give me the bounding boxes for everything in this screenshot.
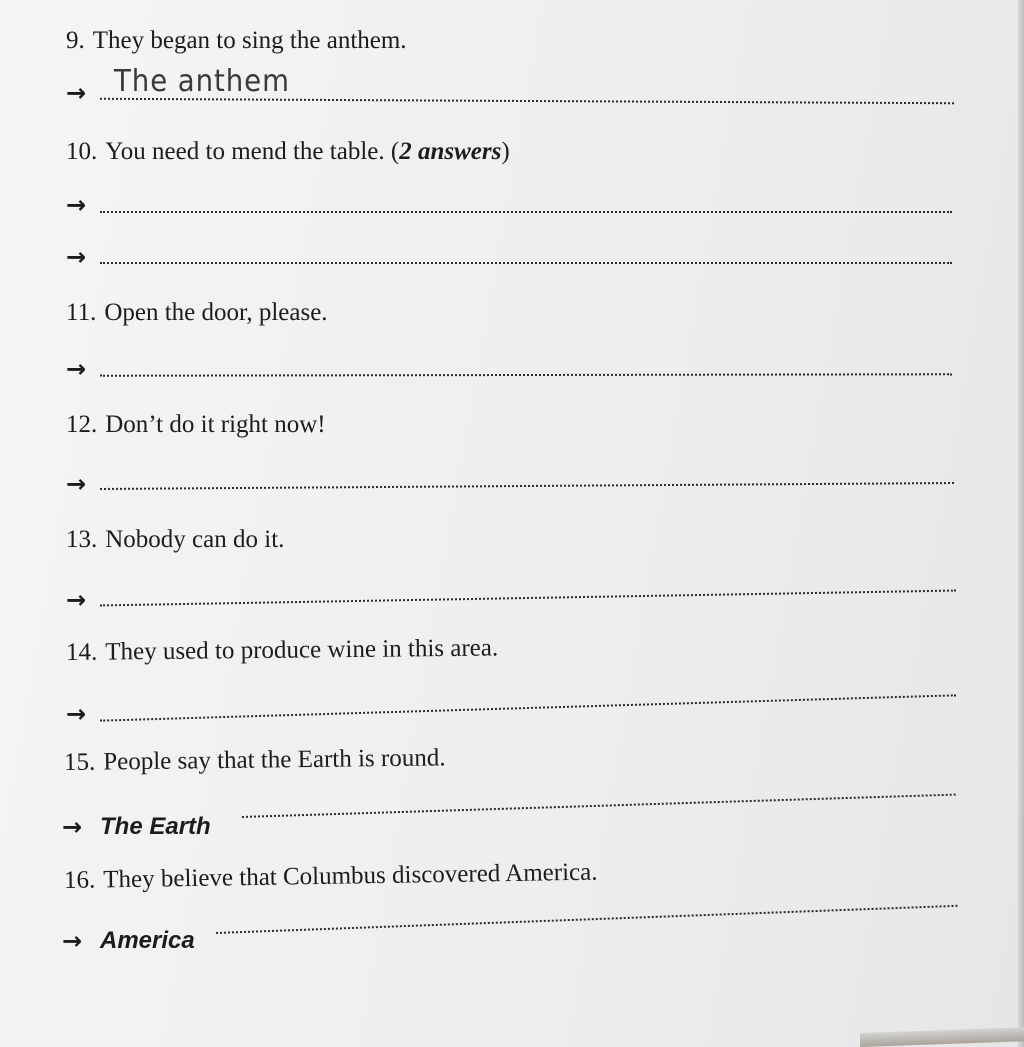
dotted-answer-line — [242, 794, 956, 818]
answer-line-12[interactable] — [66, 471, 954, 497]
question-10 — [66, 139, 510, 164]
question-note: 2 answers — [399, 138, 502, 165]
question-number: 15. — [63, 748, 96, 776]
question-number: 9. — [66, 27, 85, 54]
question-number: 11. — [66, 299, 97, 326]
question-11 — [66, 300, 328, 325]
dotted-answer-line — [100, 590, 956, 607]
dotted-answer-line — [100, 373, 952, 376]
question-12 — [66, 412, 326, 437]
dotted-answer-line — [100, 98, 954, 104]
question-number: 12. — [66, 411, 98, 438]
handwritten-answer: The anthem — [114, 64, 290, 99]
dotted-answer-line — [100, 262, 952, 264]
answer-prefix: America — [100, 927, 195, 954]
arrow-icon: → — [66, 355, 87, 383]
question-number: 13. — [66, 526, 98, 553]
question-15 — [64, 745, 446, 775]
question-13 — [66, 527, 284, 552]
question-text: They used to produce wine in this area. — [105, 634, 499, 666]
answer-line-11[interactable] — [66, 356, 952, 382]
question-text: Don’t do it right now! — [105, 411, 326, 438]
arrow-icon: → — [66, 243, 87, 271]
dotted-answer-line — [100, 482, 954, 490]
arrow-icon: → — [66, 700, 87, 728]
question-text: Nobody can do it. — [105, 526, 285, 553]
question-16 — [64, 860, 598, 893]
answer-line-10b[interactable] — [66, 244, 952, 270]
answer-line-10a[interactable] — [66, 192, 952, 218]
arrow-icon: → — [66, 191, 87, 219]
answer-line-14[interactable] — [66, 701, 956, 727]
question-14 — [66, 635, 498, 665]
question-number: 16. — [63, 866, 96, 894]
question-text-end: ) — [501, 138, 510, 165]
dotted-answer-line — [100, 211, 952, 213]
question-text: You need to mend the table. ( — [105, 138, 400, 165]
arrow-icon: → — [66, 586, 87, 614]
dotted-answer-line — [216, 905, 958, 934]
question-number: 14. — [65, 638, 98, 666]
answer-line-13[interactable] — [66, 587, 956, 613]
arrow-icon: → — [66, 470, 87, 498]
answer-line-16[interactable] — [62, 928, 958, 954]
dotted-answer-line — [100, 694, 956, 721]
answer-prefix: The Earth — [100, 813, 211, 840]
table-surface — [860, 1027, 1024, 1047]
question-text: They believe that Columbus discovered America. — [103, 858, 598, 894]
arrow-icon: → — [66, 79, 87, 107]
arrow-icon: → — [62, 927, 83, 955]
answer-line-9[interactable] — [66, 64, 954, 107]
question-number: 10. — [66, 138, 98, 165]
question-text: Open the door, please. — [104, 299, 328, 326]
page-edge — [1018, 0, 1024, 1047]
question-9 — [66, 28, 407, 53]
answer-line-15[interactable] — [62, 814, 956, 840]
question-text: People say that the Earth is round. — [103, 744, 446, 776]
arrow-icon: → — [62, 813, 83, 841]
question-text: They began to sing the anthem. — [92, 27, 407, 54]
